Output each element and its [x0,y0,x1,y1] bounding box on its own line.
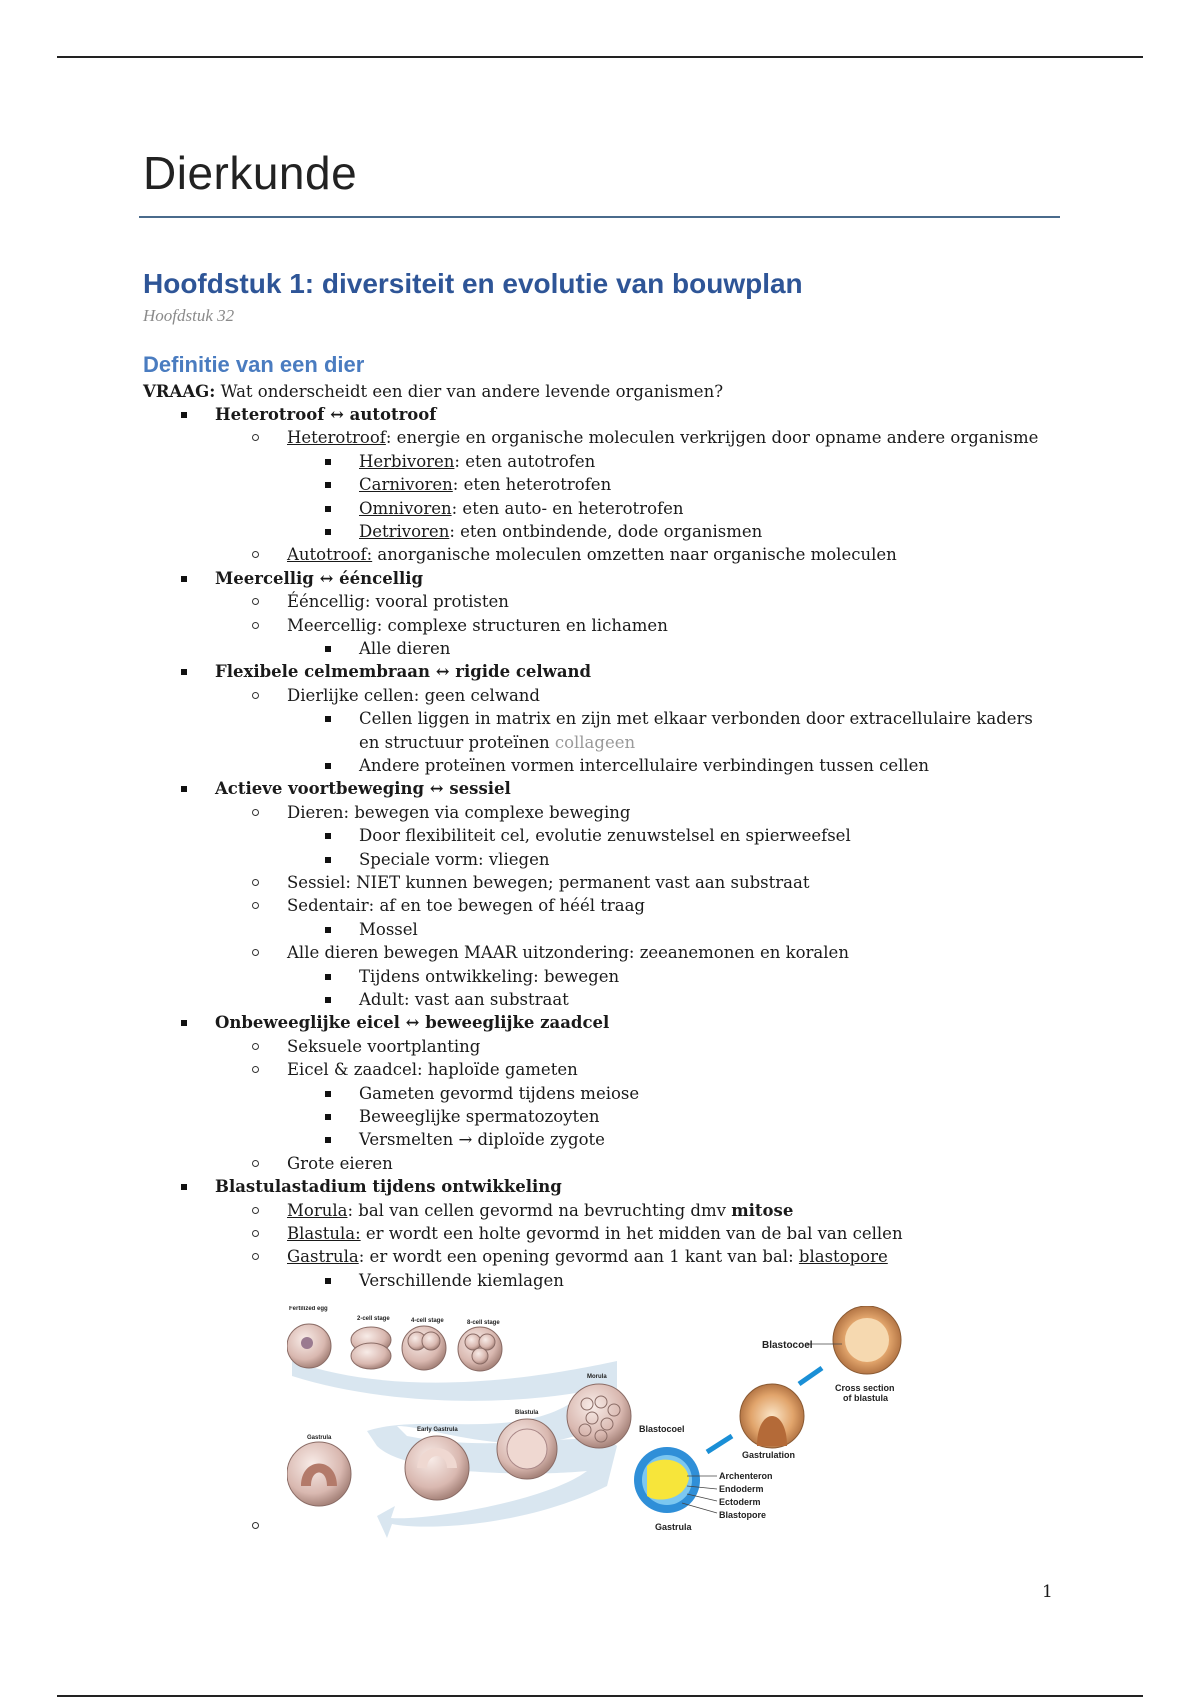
text-run: Andere proteïnen vormen intercellulaire verbindingen tussen cellen [359,756,930,775]
square-bullet [325,716,331,722]
outline-item-level-3 [359,498,684,520]
text-run: Flexibele celmembraan ↔ rigide celwand [215,662,592,681]
square-bullet [325,833,331,839]
label-morula: Morula [587,1374,607,1380]
text-run: Door flexibiliteit cel, evolutie zenuwstelsel en spierweefsel [359,826,851,845]
label-blastopore: Blastopore [719,1510,767,1520]
text-run: Beweeglijke spermatozoyten [359,1107,600,1126]
chapter-heading: Hoofdstuk 1: diversiteit en evolutie van bouwplan [143,268,803,299]
circle-bullet [252,1253,259,1260]
label-fertilized-egg: Fertilized egg [289,1306,328,1312]
outline-item-level-3 [359,1083,639,1105]
square-bullet [325,857,331,863]
circle-bullet [252,879,259,886]
text-run: Meercellig ↔ ééncellig [215,569,424,588]
text-run: : energie en organische moleculen verkrijgen door opname andere organisme [385,428,1039,447]
underlined-term: Omnivoren [359,499,452,518]
square-bullet [325,459,331,465]
label-gastrula-stage: Gastrula [307,1435,332,1441]
outline-item-level-1 [215,778,511,800]
outline-item-level-3 [359,708,1033,730]
gastrula-diagram [634,1447,700,1513]
text-run: Meercellig: complexe structuren en lichamen [287,616,668,635]
two-cell-stage [351,1327,391,1369]
label-blastula: Blastula [515,1410,539,1416]
underlined-term: Gastrula [287,1247,359,1266]
circle-bullet [252,551,259,558]
label-early-gastrula: Early Gastrula [417,1427,458,1433]
early-gastrula [405,1436,469,1500]
outline-item-level-3 [359,732,635,754]
outline-item-level-1 [215,661,591,683]
square-bullet [325,1114,331,1120]
text-run: Actieve voortbeweging ↔ sessiel [215,779,511,798]
outline-item-level-2 [287,1246,888,1268]
circle-bullet [252,1066,259,1073]
blastula [497,1419,557,1479]
text-run: Heterotroof ↔ autotroof [215,405,437,424]
outline-item-level-2 [287,942,849,964]
fertilized-egg [287,1324,331,1368]
text-run: en structuur proteïnen [359,733,555,752]
label-blastocoel-top: Blastocoel [762,1340,813,1351]
outline-item-level-2 [287,615,668,637]
outline-item-level-1 [215,1012,609,1034]
circle-bullet [252,809,259,816]
section-heading: Definitie van een dier [143,352,365,377]
circle-bullet [252,902,259,909]
circle-bullet [252,1230,259,1237]
title-underline [139,216,1060,218]
underlined-term: Carnivoren [359,475,453,494]
outline-item-level-2 [287,427,1038,449]
footer-rule [57,1695,1143,1697]
text-run: Dieren: bewegen via complexe beweging [287,803,631,822]
outline-item-level-2 [287,544,897,566]
four-cell-stage [402,1326,446,1370]
text-run: collageen [554,733,636,752]
question-label: VRAAG: [143,382,216,401]
outline-item-level-2 [287,685,540,707]
outline-item-level-2 [287,802,630,824]
text-run: er wordt een holte gevormd in het midden van de bal van cellen [360,1224,903,1243]
label-4-cell: 4-cell stage [411,1318,444,1324]
underlined-term: Autotroof: [287,545,373,564]
underlined-term: Heterotroof [287,428,386,447]
label-of-blastula: of blastula [843,1393,889,1403]
text-run: Verschillende kiemlagen [359,1271,564,1290]
underlined-term: blastopore [798,1247,888,1266]
outline-item-level-1 [215,1176,562,1198]
square-bullet [181,576,187,582]
outline-item-level-1 [215,568,423,590]
square-bullet [325,482,331,488]
text-run: Dierlijke cellen: geen celwand [287,686,540,705]
text-run: Ééncellig: vooral protisten [287,592,509,611]
text-run: : eten auto- en heterotrofen [451,499,684,518]
text-run: Versmelten → diploïde zygote [359,1130,605,1149]
square-bullet [181,786,187,792]
text-run: : er wordt een opening gevormd aan 1 kant van bal: [358,1247,799,1266]
square-bullet [325,1137,331,1143]
outline-item-level-2 [287,1036,480,1058]
circle-bullet [252,622,259,629]
text-run: Alle dieren bewegen MAAR uitzondering: zeeanemonen en koralen [287,943,849,962]
text-run: Onbeweeglijke eicel ↔ beweeglijke zaadcel [215,1013,610,1032]
label-archenteron: Archenteron [719,1471,773,1481]
square-bullet [325,974,331,980]
text-run: anorganische moleculen omzetten naar organische moleculen [372,545,897,564]
label-cross-section: Cross section [835,1383,895,1393]
label-gastrula: Gastrula [655,1522,692,1532]
square-bullet [181,1020,187,1026]
arrow-to-gastrulation [799,1368,822,1384]
eight-cell-stage [458,1327,502,1371]
outline-item-level-2 [287,895,645,917]
outline-item-level-1 [215,404,436,426]
outline-item-level-3 [359,1129,605,1151]
text-run: Gameten gevormd tijdens meiose [359,1084,640,1103]
text-run: Mossel [359,920,418,939]
text-run: Eicel & zaadcel: haploïde gameten [287,1060,578,1079]
underlined-term: Blastula: [287,1224,361,1243]
outline-item-level-2 [287,872,809,894]
label-gastrulation: Gastrulation [742,1450,796,1460]
label-blastocoel-bottom: Blastocoel [639,1424,685,1434]
outline-item-level-2 [287,1059,578,1081]
outline-item-level-3 [359,966,619,988]
outline-item-level-3 [359,1106,599,1128]
circle-bullet [252,1160,259,1167]
text-run: Blastulastadium tijdens ontwikkeling [215,1177,562,1196]
text-run: Cellen liggen in matrix en zijn met elkaar verbonden door extracellulaire kaders [359,709,1033,728]
bold-term: mitose [731,1201,794,1220]
outline-item-level-2 [287,1223,903,1245]
square-bullet [181,1184,187,1190]
outline-item-level-3 [359,825,851,847]
underlined-term: Detrivoren [359,522,450,541]
circle-bullet [252,1207,259,1214]
label-8-cell: 8-cell stage [467,1320,500,1326]
square-bullet [181,669,187,675]
outline-item-level-2 [287,1200,793,1222]
square-bullet [325,1278,331,1284]
underlined-term: Morula [287,1201,348,1220]
page-number: 1 [1042,1582,1053,1602]
text-run: Speciale vorm: vliegen [359,850,550,869]
outline-item-level-3 [359,474,611,496]
outline-item-level-3 [359,755,929,777]
label-ectoderm: Ectoderm [719,1497,761,1507]
header-rule [57,56,1143,58]
square-bullet [181,412,187,418]
outline-item-level-3 [359,451,595,473]
text-run: : bal van cellen gevormd na bevruchting dmv [347,1201,732,1220]
underlined-term: Herbivoren [359,452,455,471]
question-line [143,382,723,401]
square-bullet [325,1091,331,1097]
text-run: Adult: vast aan substraat [359,990,569,1009]
outline-item-level-3 [359,1270,564,1292]
circle-bullet [252,949,259,956]
square-bullet [325,763,331,769]
question-text: Wat onderscheidt een dier van andere levende organismen? [220,382,724,401]
outline-item-level-2 [287,1153,393,1175]
text-run: Sedentair: af en toe bewegen of héél traag [287,896,645,915]
gastrula-left [287,1442,351,1506]
outline-item-level-3 [359,849,549,871]
outline-item-level-3 [359,919,418,941]
outline-item-level-3 [359,638,450,660]
text-run: Grote eieren [287,1154,393,1173]
circle-bullet [252,692,259,699]
square-bullet [325,927,331,933]
circle-bullet [252,434,259,441]
text-run: Tijdens ontwikkeling: bewegen [359,967,620,986]
text-run: Seksuele voortplanting [287,1037,481,1056]
square-bullet [325,997,331,1003]
square-bullet [325,646,331,652]
circle-bullet [252,1043,259,1050]
outline-item-level-2 [287,591,509,613]
label-endoderm: Endoderm [719,1484,764,1494]
label-2-cell: 2-cell stage [357,1316,390,1322]
outline-item-level-3 [359,521,762,543]
arrow-to-gastrula [707,1436,732,1452]
text-run: : eten ontbindende, dode organismen [449,522,763,541]
embryo-development-figure [287,1306,917,1538]
text-run: : eten autotrofen [454,452,596,471]
outline-item-level-3 [359,989,569,1011]
morula [567,1384,631,1448]
chapter-reference: Hoofdstuk 32 [143,306,235,325]
text-run: Sessiel: NIET kunnen bewegen; permanent vast aan substraat [287,873,810,892]
text-run: : eten heterotrofen [452,475,612,494]
gastrulation-stage [740,1384,804,1448]
circle-bullet [252,598,259,605]
text-run: Alle dieren [359,639,451,658]
document-title: Dierkunde [143,147,358,199]
circle-bullet [252,1522,259,1529]
blastula-cross-section [833,1306,901,1374]
square-bullet [325,529,331,535]
square-bullet [325,506,331,512]
